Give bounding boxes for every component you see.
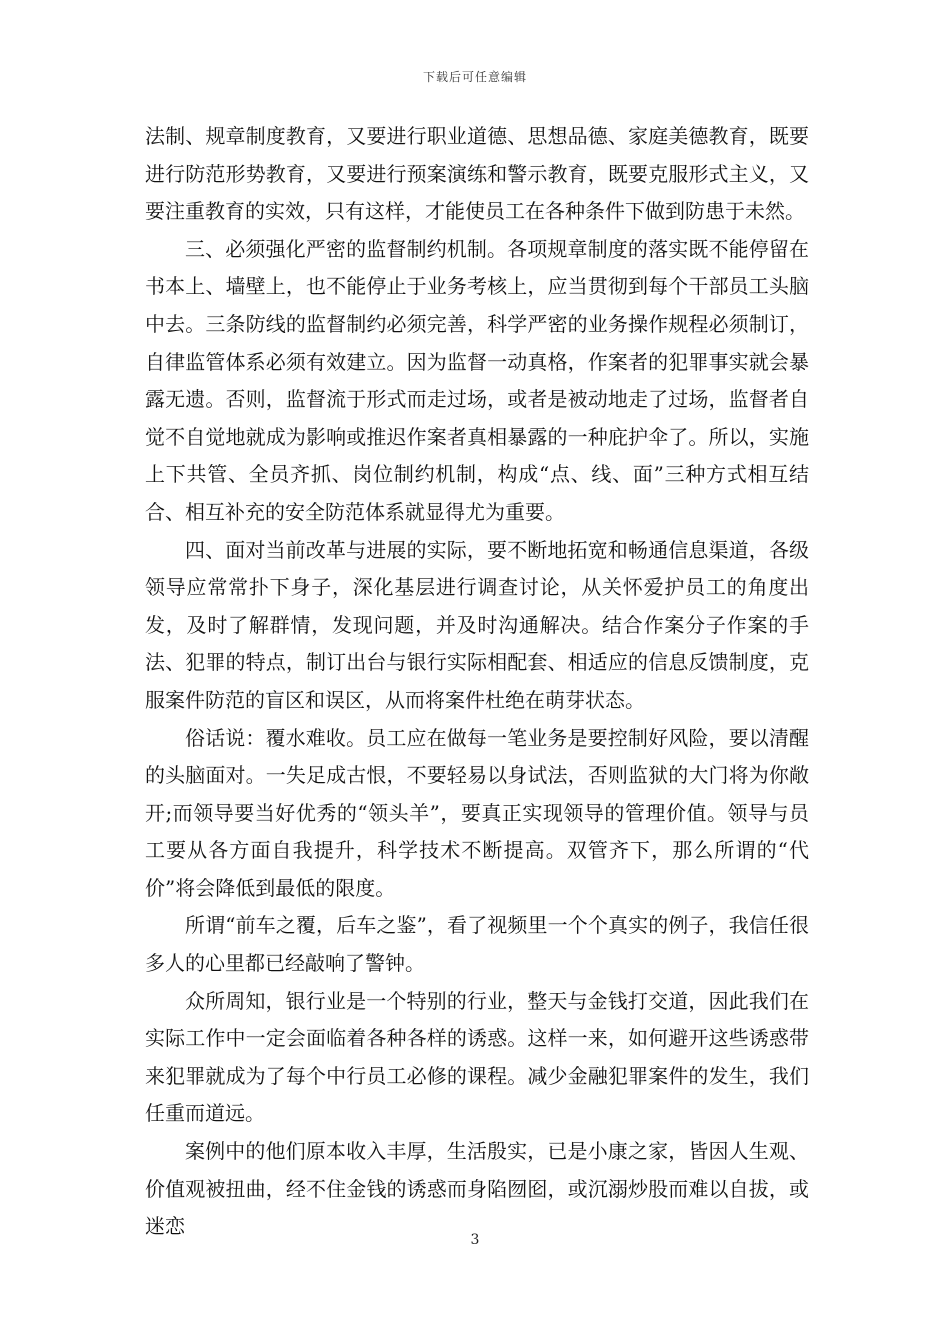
paragraph-2: 三、必须强化严密的监督制约机制。各项规章制度的落实既不能停留在书本上、墙壁上，也不能停止于业务考核上，应当贯彻到每个干部员工头脑中去。三条防线的监督制约必须完善，科学严密的业务操作规程必须制订，自律监管体系必须有效建立。因为监督一动真格，作案者的犯罪事实就会暴露无遗。否则，监督流于形式而走过场，或者是被动地走了过场，监督者自觉不自觉地就成为影响或推迟作案者真相暴露的一种庇护伞了。所以，实施上下共管、全员齐抓、岗位制约机制，构成“点、线、面”三种方式相互结合、相互补充的安全防范体系就显得尤为重要。 — [145, 236, 809, 524]
paragraph-5: 所谓“前车之覆，后车之鉴”，看了视频里一个个真实的例子，我信任很多人的心里都已经敲响了警钟。 — [145, 913, 809, 976]
paragraph-6: 众所周知，银行业是一个特别的行业，整天与金钱打交道，因此我们在实际工作中一定会面临着各种各样的诱惑。这样一来，如何避开这些诱惑带来犯罪就成为了每个中行员工必修的课程。减少金融犯罪案件的发生，我们任重而道远。 — [145, 988, 809, 1126]
paragraph-4: 俗话说：覆水难收。员工应在做每一笔业务是要控制好风险，要以清醒的头脑面对。一失足成古恨，不要轻易以身试法，否则监狱的大门将为你敞开;而领导要当好优秀的“领头羊”，要真正实现领导的管理价值。领导与员工要从各方面自我提升，科学技术不断提高。双管齐下，那么所谓的“代价”将会降低到最低的限度。 — [145, 725, 809, 900]
header-note: 下载后可任意编辑 — [422, 70, 527, 84]
paragraph-7: 案例中的他们原本收入丰厚，生活殷实，已是小康之家，皆因人生观、价值观被扭曲，经不住金钱的诱惑而身陷囫囵，或沉溺炒股而难以自拔，或迷恋 — [145, 1139, 809, 1239]
paragraph-3: 四、面对当前改革与进展的实际，要不断地拓宽和畅通信息渠道，各级领导应常常扑下身子，深化基层进行调查讨论，从关怀爱护员工的角度出发，及时了解群情，发现问题，并及时沟通解决。结合作案分子作案的手法、犯罪的特点，制订出台与银行实际相配套、相适应的信息反馈制度，克服案件防范的盲区和误区，从而将案件杜绝在萌芽状态。 — [145, 537, 809, 712]
paragraph-1: 法制、规章制度教育，又要进行职业道德、思想品德、家庭美德教育，既要进行防范形势教育，又要进行预案演练和警示教育，既要克服形式主义，又要注重教育的实效，只有这样，才能使员工在各种条件下做到防患于未然。 — [145, 124, 809, 224]
page-number: 3 — [470, 1232, 480, 1248]
document-body — [145, 118, 809, 1246]
